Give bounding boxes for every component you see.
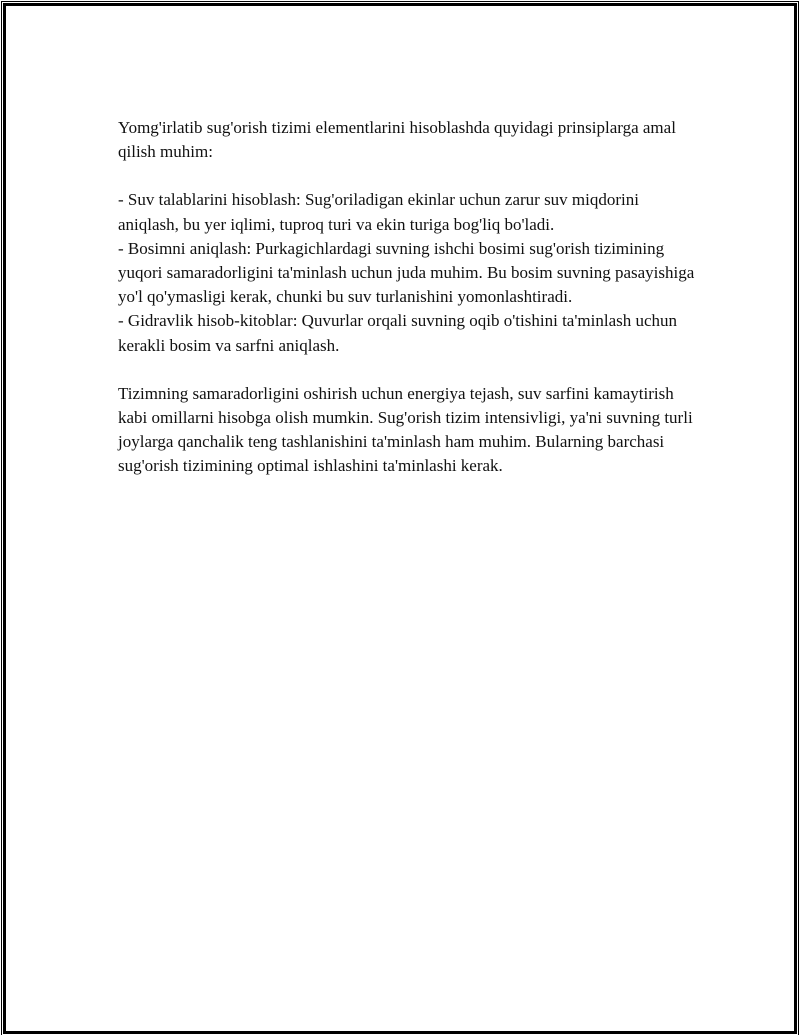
list-item-pressure: - Bosimni aniqlash: Purkagichlardagi suvning ishchi bosimi sug'orish tizimining yuqori samaradorligini ta'minlash uchun juda muhim. Bu bosim suvning pasayishiga yo'l qo'ymasligi kerak, chunki bu suv turlanishini yomonlashtiradi. bbox=[118, 238, 695, 307]
paragraph-gap bbox=[118, 358, 698, 382]
paragraph-gap bbox=[118, 164, 698, 188]
intro-paragraph: Yomg'irlatib sug'orish tizimi elementlarini hisoblashda quyidagi prinsiplarga amal qilish muhim: bbox=[118, 118, 676, 162]
document-body bbox=[118, 116, 698, 479]
list-item-water-requirements: - Suv talablarini hisoblash: Sug'oriladigan ekinlar uchun zarur suv miqdorini aniqlash, bu yer iqlimi, tuproq turi va ekin turiga bog'liq bo'ladi. bbox=[118, 190, 639, 234]
list-item-hydraulics: - Gidravlik hisob-kitoblar: Quvurlar orqali suvning oqib o'tishini ta'minlash uchun kerakli bosim va sarfni aniqlash. bbox=[118, 311, 678, 355]
conclusion-paragraph: Tizimning samaradorligini oshirish uchun energiya tejash, suv sarfini kamaytirish kabi omillarni hisobga olish mumkin. Sug'orish tizim intensivligi, ya'ni suvning turli joylarga qanchalik teng tashlanishini ta'minlash ham muhim. Bularning barchasi sug'orish tizimining optimal ishlashini ta'minlashi kerak. bbox=[118, 383, 693, 476]
